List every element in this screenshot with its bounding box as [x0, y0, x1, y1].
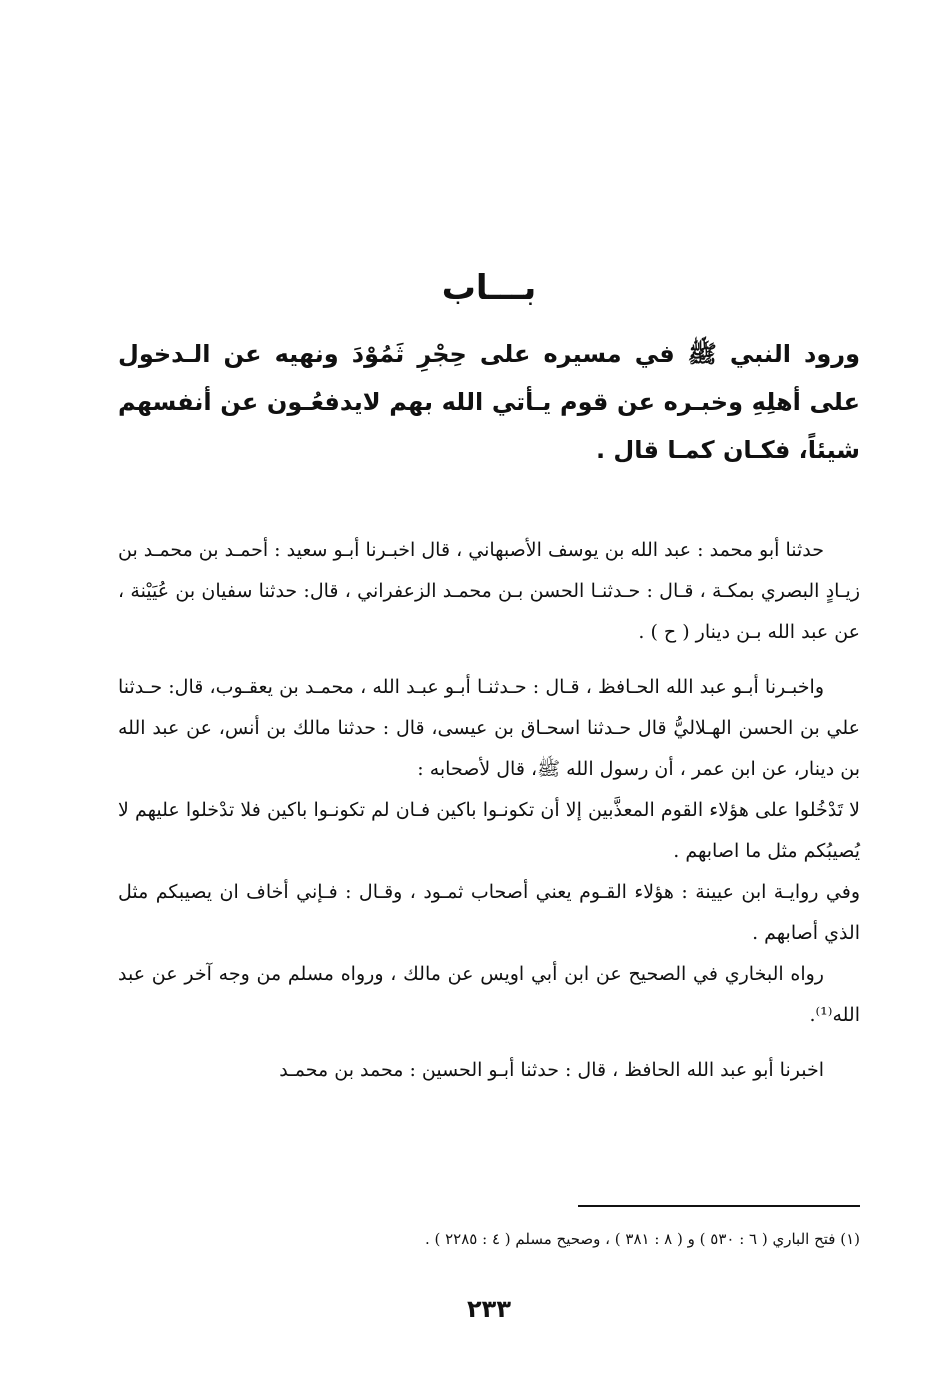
chapter-title: ورود النبي ﷺ في مسيره على حِجْرِ ثَمُوْدَ ونهيه عن الـدخول على أهلِهِ وخبـره عن قوم يـأتي الله بهم لايدفعُـون عن أنفسهم شيئاً، فكـان كمـا قال . [118, 340, 860, 464]
chapter-heading: بـــاب [441, 268, 537, 308]
paragraph-isnad-2: واخبـرنا أبـو عبد الله الحـافظ ، قـال : حـدثنـا أبـو عبـد الله ، محمـد بن يعقـوب، قال: حـدثنا علي بن الحسن الهـلاليُّ قال حـدثنا اسحـاق بن عيسى، قال : حدثنا مالك بن أنس، عن عبد الله بن دينار، عن ابن عمر ، أن رسول الله ﷺ، قال لأصحابه : [118, 676, 860, 780]
footnote: (١) فتح الباري ( ٦ : ٥٣٠ ) و ( ٨ : ٣٨١ ) ، وصحيح مسلم ( ٤ : ٢٢٨٥ ) . [424, 1230, 860, 1248]
footnote-divider [578, 1205, 860, 1207]
paragraph-hadith-text: لا تَدْخُلوا على هؤلاء القوم المعذَّبين إلا أن تكونـوا باكين فـان لم تكونـوا باكين فلا تدْخلوا عليهم لا يُصيبُكم مثل ما اصابهم . [118, 799, 860, 862]
paragraph-takhrij: رواه البخاري في الصحيح عن ابن أبي اويس عن مالك ، ورواه مسلم من وجه آخر عن عبد الله⁽¹⁾. [118, 963, 860, 1026]
page-number: ٢٣٣ [467, 1295, 511, 1323]
body-text [118, 530, 860, 1091]
paragraph-isnad-1: حدثنا أبو محمد : عبد الله بن يوسف الأصبهاني ، قال اخبـرنا أبـو سعيد : أحمـد بن محمـد بن زيـادٍ البصري بمكـة ، قـال : حـدثنـا الحسن بـن محمـد الزعفراني ، قال: حدثنا سفيان بن عُيَيْنة ، عن عبد الله بـن دينار ( ح ) . [118, 539, 860, 643]
paragraph-isnad-3: اخبرنا أبو عبد الله الحافظ ، قال : حدثنا أبـو الحسين : محمد بن محمـد [279, 1059, 824, 1081]
paragraph-riwaya-note: وفي روايـة ابن عيينة : هؤلاء القـوم يعني أصحاب ثمـود ، وقـال : فـإني أخاف ان يصيبكم مثل الذي أصابهم . [118, 881, 860, 944]
book-page [118, 0, 860, 1375]
